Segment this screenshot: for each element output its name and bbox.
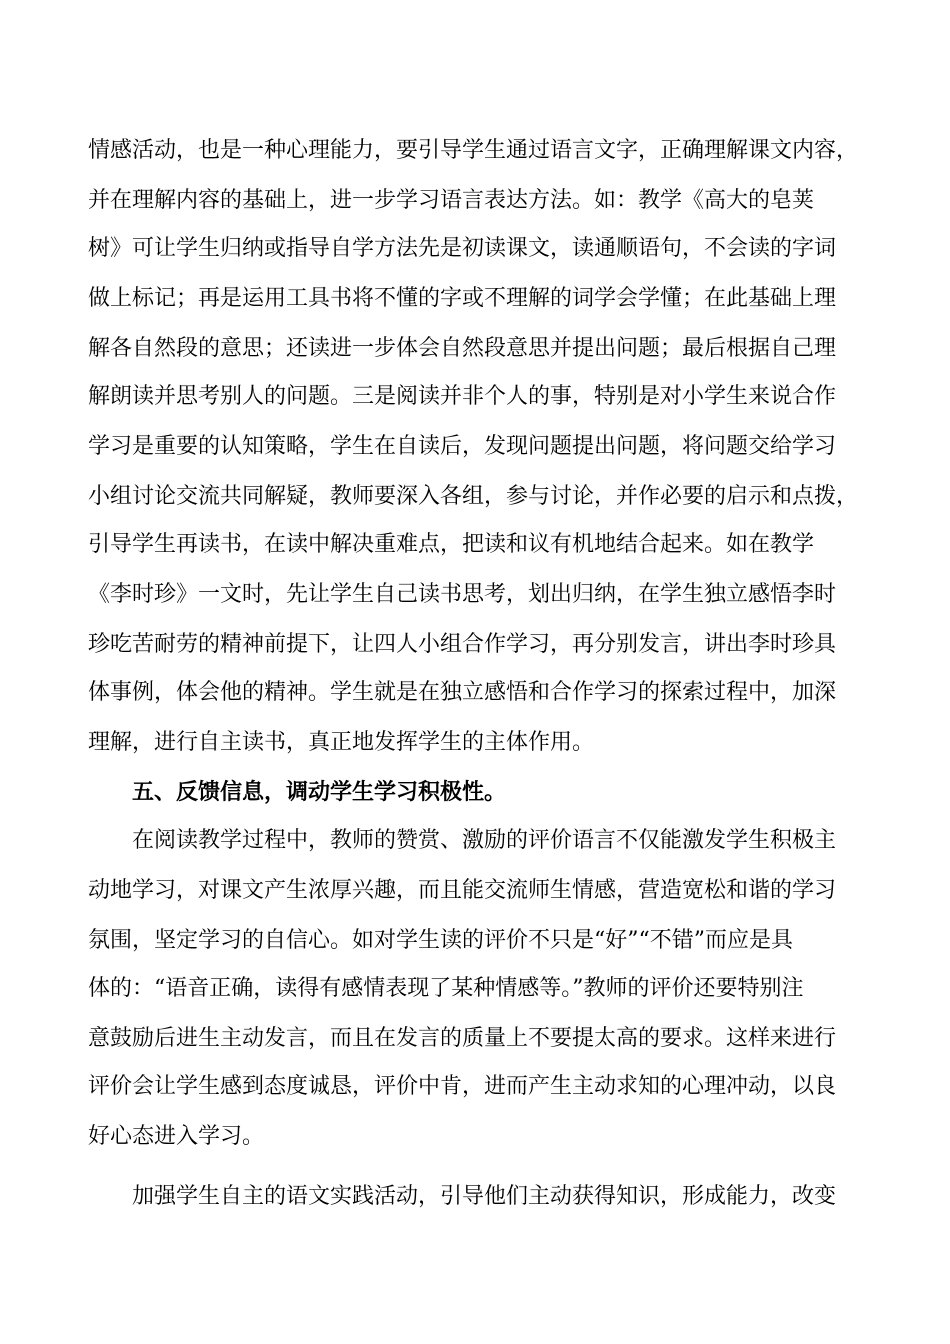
paragraph-line: 小组讨论交流共同解疑，教师要深入各组，参与讨论，并作必要的启示和点拨， xyxy=(88,484,859,509)
section-heading: 五、反馈信息，调动学生学习积极性。 xyxy=(132,780,507,805)
paragraph-line: 引导学生再读书，在读中解决重难点，把读和议有机地结合起来。如在教学 xyxy=(88,532,815,557)
paragraph-line: 树》可让学生归纳或指导自学方法先是初读课文，读通顺语句，不会读的字词 xyxy=(88,236,837,261)
paragraph-line: 解朗读并思考别人的问题。三是阅读并非个人的事，特别是对小学生来说合作 xyxy=(88,384,837,409)
paragraph-line: 意鼓励后进生主动发言，而且在发言的质量上不要提太高的要求。这样来进行 xyxy=(88,1026,837,1051)
paragraph-line: 并在理解内容的基础上，进一步学习语言表达方法。如：教学《高大的皂荚 xyxy=(88,188,815,213)
paragraph-line: 加强学生自主的语文实践活动，引导他们主动获得知识，形成能力，改变 xyxy=(132,1184,837,1209)
paragraph-line: 体事例，体会他的精神。学生就是在独立感悟和合作学习的探索过程中，加深 xyxy=(88,680,837,705)
paragraph-line: 做上标记；再是运用工具书将不懂的字或不理解的词学会学懂；在此基础上理 xyxy=(88,286,837,311)
paragraph-line: 理解，进行自主读书，真正地发挥学生的主体作用。 xyxy=(88,730,595,755)
paragraph-line: 体的：“语音正确，读得有感情表现了某种情感等。”教师的评价还要特别注 xyxy=(88,976,804,1001)
paragraph-line: 氛围，坚定学习的自信心。如对学生读的评价不只是“好”“不错”而应是具 xyxy=(88,928,793,953)
paragraph-line: 学习是重要的认知策略，学生在自读后，发现问题提出问题，将问题交给学习 xyxy=(88,434,837,459)
paragraph-line: 情感活动，也是一种心理能力，要引导学生通过语言文字，正确理解课文内容， xyxy=(88,138,859,163)
paragraph-line: 在阅读教学过程中，教师的赞赏、激励的评价语言不仅能激发学生积极主 xyxy=(132,828,837,853)
paragraph-line: 珍吃苦耐劳的精神前提下，让四人小组合作学习，再分别发言，讲出李时珍具 xyxy=(88,632,837,657)
paragraph-line: 动地学习，对课文产生浓厚兴趣，而且能交流师生情感，营造宽松和谐的学习 xyxy=(88,878,837,903)
paragraph-line: 好心态进入学习。 xyxy=(88,1124,265,1149)
paragraph-line: 《李时珍》一文时，先让学生自己读书思考，划出归纳，在学生独立感悟李时 xyxy=(88,582,837,607)
paragraph-line: 评价会让学生感到态度诚恳，评价中肯，进而产生主动求知的心理冲动，以良 xyxy=(88,1074,837,1099)
paragraph-line: 解各自然段的意思；还读进一步体会自然段意思并提出问题；最后根据自己理 xyxy=(88,336,837,361)
